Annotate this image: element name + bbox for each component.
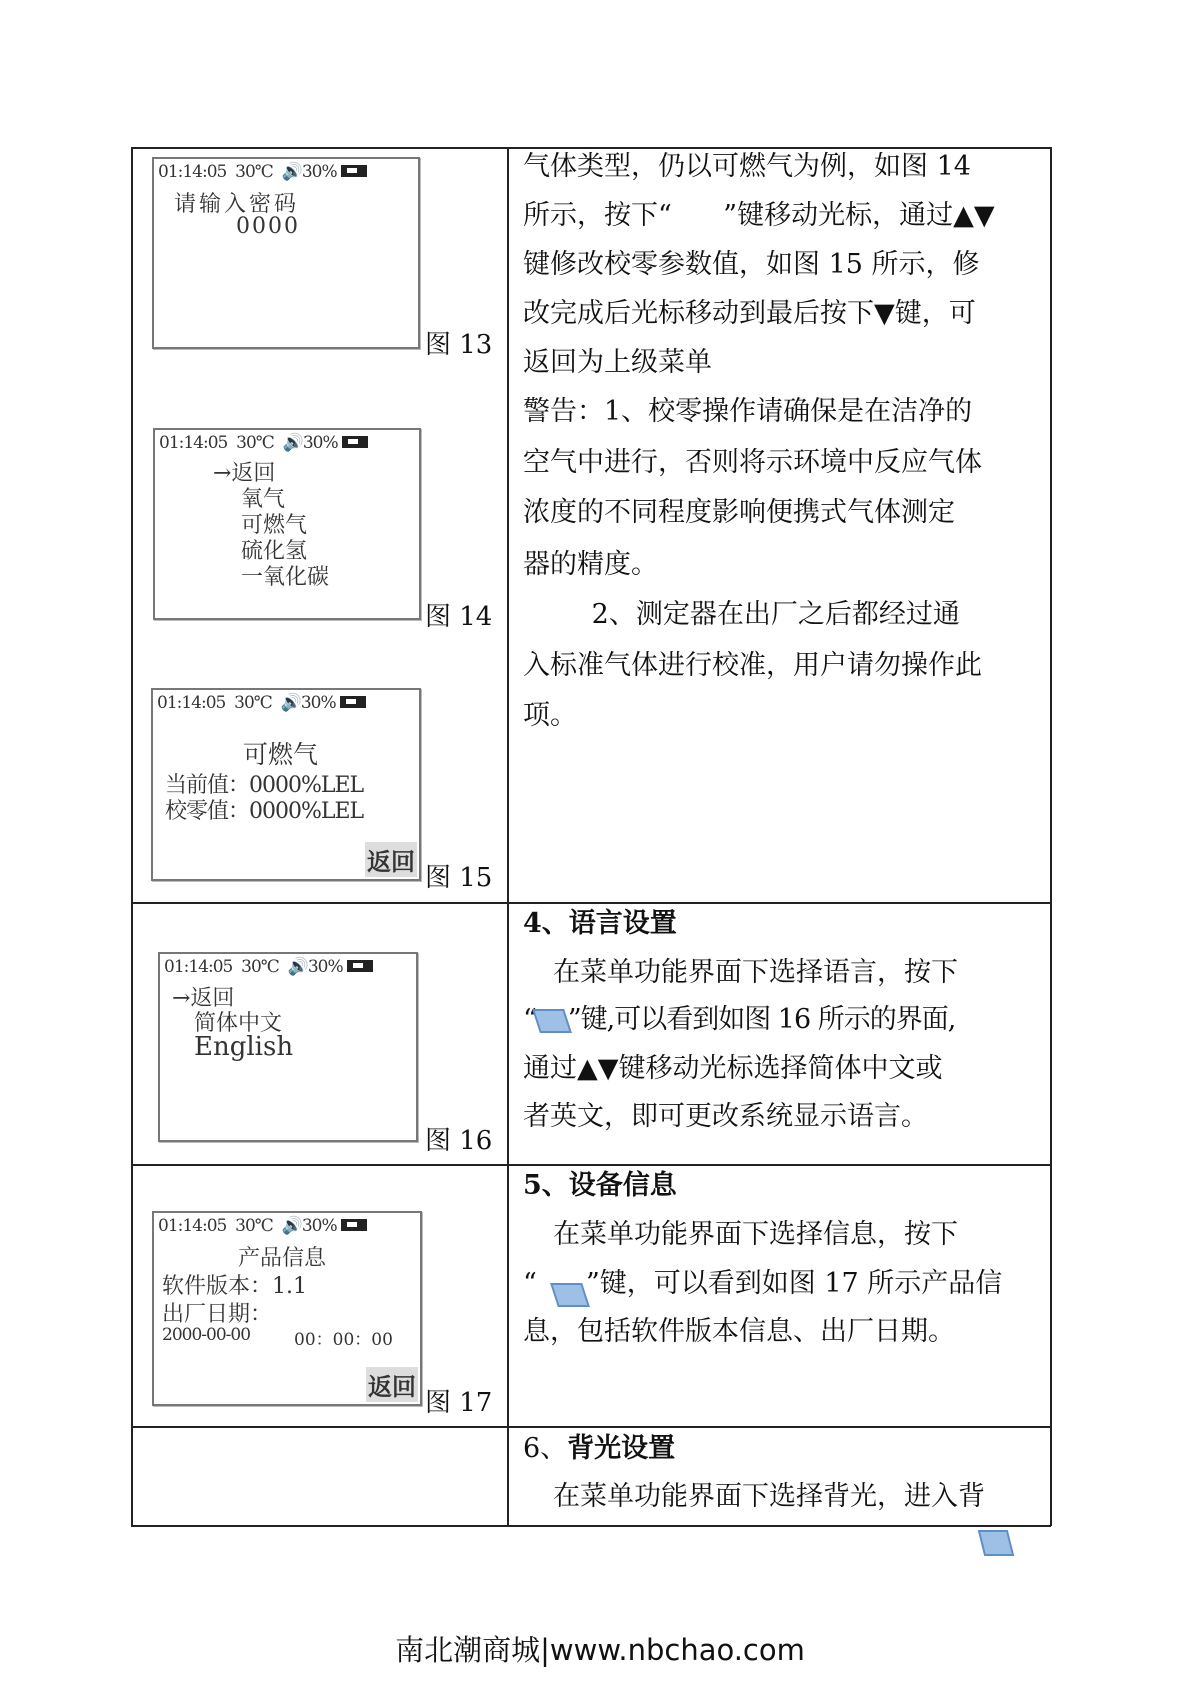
paragraph-line: ”键,可以看到如图 16 所示的界面,	[567, 1004, 956, 1035]
table-border-bottom	[131, 1525, 1051, 1527]
menu-item: 硫化氢	[241, 539, 308, 564]
battery-percent: 30%	[302, 433, 338, 453]
speaker-icon: 🔊	[281, 1216, 302, 1236]
device-screen-zero-calibration	[151, 688, 421, 881]
battery-icon	[347, 960, 373, 972]
section-heading: 4、语言设置	[523, 908, 677, 939]
paragraph-line: 在菜单功能界面下选择语言，按下	[553, 957, 958, 988]
time: 01:14:05	[157, 693, 226, 713]
paragraph-line: 通过▲▼键移动光标选择简体中文或	[523, 1053, 943, 1084]
device-screen-product-info	[152, 1211, 422, 1406]
current-value: 当前值：0000%LEL	[165, 773, 364, 798]
password-value: 0000	[236, 214, 300, 239]
software-version: 软件版本：1.1	[162, 1274, 307, 1299]
warning-line: 器的精度。	[523, 549, 658, 580]
speaker-icon: 🔊	[280, 693, 301, 713]
quote: “	[523, 1268, 537, 1299]
row-divider	[131, 1426, 1051, 1428]
row-divider	[131, 902, 1051, 904]
factory-date: 2000-00-00	[162, 1325, 251, 1345]
section-number: 6、	[523, 1433, 568, 1464]
zero-value: 校零值：0000%LEL	[165, 799, 364, 824]
temperature: 30℃	[234, 693, 272, 713]
warning-line: 入标准气体进行校准，用户请勿操作此	[523, 650, 982, 681]
back-softkey: 返回	[366, 1367, 418, 1402]
paragraph-line: 所示，按下“ ”键移动光标，通过▲▼	[523, 200, 995, 231]
paragraph-line: 在菜单功能界面下选择信息，按下	[553, 1219, 958, 1250]
paragraph-line: 者英文，即可更改系统显示语言。	[523, 1101, 928, 1132]
enter-key-icon	[550, 1283, 590, 1307]
battery-percent: 30%	[301, 1216, 337, 1236]
battery-percent: 30%	[300, 693, 336, 713]
paragraph-line: 息，包括软件版本信息、出厂日期。	[523, 1316, 955, 1347]
speaker-icon: 🔊	[282, 433, 303, 453]
table-border-left	[131, 147, 133, 1526]
paragraph-line: 键修改校零参数值，如图 15 所示，修	[523, 249, 980, 280]
figure-label: 图 17	[425, 1388, 493, 1418]
battery-icon	[342, 436, 368, 448]
figure-label: 图 14	[425, 602, 493, 632]
device-screen-language	[158, 952, 418, 1142]
section-heading: 5、设备信息	[523, 1170, 677, 1201]
paragraph-line: 返回为上级菜单	[523, 347, 712, 378]
section-heading: 背光设置	[567, 1433, 676, 1464]
paragraph-line: 改完成后光标移动到最后按下▼键，可	[523, 298, 976, 329]
figure-label: 图 13	[425, 330, 493, 360]
enter-key-icon	[978, 1530, 1014, 1556]
device-screen-gas-menu	[153, 428, 421, 620]
paragraph-line: 在菜单功能界面下选择背光，进入背	[553, 1481, 985, 1512]
time: 01:14:05	[164, 957, 233, 977]
battery-icon	[341, 1219, 367, 1231]
screen-title: 可燃气	[243, 740, 319, 769]
back-softkey: 返回	[365, 842, 417, 877]
warning-line: 浓度的不同程度影响便携式气体测定	[523, 497, 955, 528]
menu-item: 一氧化碳	[241, 565, 330, 590]
factory-date-label: 出厂日期：	[162, 1302, 273, 1327]
battery-icon	[340, 696, 366, 708]
table-border-top	[131, 147, 1051, 149]
paragraph-line: 气体类型，仍以可燃气为例，如图 14	[523, 151, 971, 182]
time: 01:14:05	[159, 433, 228, 453]
menu-item: →返回	[213, 461, 276, 486]
battery-percent: 30%	[301, 162, 337, 182]
warning-line: 项。	[523, 700, 577, 731]
enter-key-icon	[532, 1009, 572, 1033]
status-bar	[159, 433, 368, 453]
warning-line: 2、测定器在出厂之后都经过通	[523, 599, 960, 630]
warning-line: 警告：1、校零操作请确保是在洁净的	[523, 396, 973, 427]
status-bar	[157, 693, 366, 713]
time: 01:14:05	[158, 162, 227, 182]
speaker-icon: 🔊	[281, 162, 302, 182]
menu-item: English	[194, 1032, 294, 1062]
paragraph-line: ”键，可以看到如图 17 所示产品信	[585, 1268, 1003, 1299]
table-border-right	[1050, 147, 1052, 1526]
column-divider	[507, 147, 509, 1526]
quote: “	[523, 1004, 536, 1035]
battery-icon	[341, 165, 367, 177]
menu-item: 氧气	[241, 487, 286, 512]
factory-time: 00：00：00	[294, 1330, 393, 1350]
warning-line: 空气中进行，否则将示环境中反应气体	[523, 447, 982, 478]
device-screen-password	[152, 157, 420, 349]
time: 01:14:05	[158, 1216, 227, 1236]
temperature: 30℃	[236, 433, 274, 453]
screen-title: 产品信息	[238, 1246, 327, 1271]
footer-watermark: 南北潮商城|www.nbchao.com	[395, 1633, 805, 1667]
row-divider	[131, 1164, 1051, 1166]
status-bar	[158, 1216, 367, 1236]
battery-percent: 30%	[307, 957, 343, 977]
status-bar	[158, 162, 367, 182]
figure-label: 图 15	[425, 863, 493, 893]
temperature: 30℃	[235, 162, 273, 182]
menu-item: 可燃气	[241, 513, 308, 538]
screen-title: 请输入密码	[174, 192, 300, 217]
status-bar	[164, 957, 373, 977]
temperature: 30℃	[241, 957, 279, 977]
figure-label: 图 16	[425, 1126, 493, 1156]
menu-item: →返回	[172, 986, 235, 1011]
menu-item: 简体中文	[194, 1011, 283, 1036]
temperature: 30℃	[235, 1216, 273, 1236]
speaker-icon: 🔊	[287, 957, 308, 977]
